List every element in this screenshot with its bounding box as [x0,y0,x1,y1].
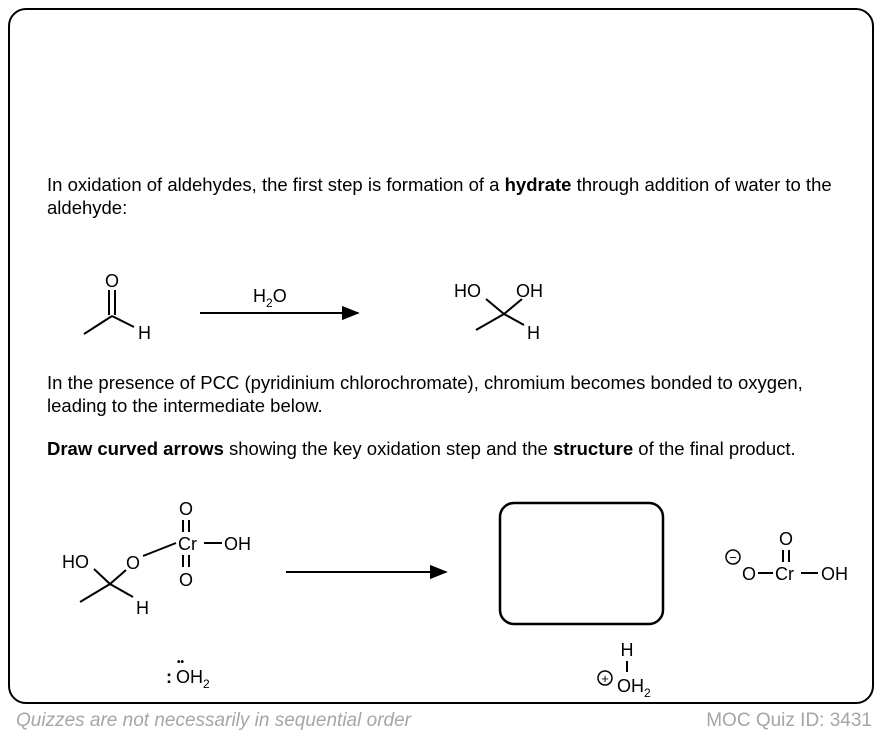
chromite-oh-label: OH [821,564,848,584]
footer-sequence-note: Quizzes are not necessarily in sequential order [16,710,411,731]
hydrate-hydrogen-label: H [527,323,540,343]
hydronium-hydrogen-label: H [620,640,634,660]
ester-oh-label: OH [224,534,251,554]
intro-text-1: In oxidation of aldehydes, the first step is formation of a [47,174,505,195]
question-bold-structure: structure [552,438,634,459]
hydrate-ho-label: HO [454,281,481,301]
water-reagent-label: $H_2O$ [253,286,287,310]
water-oh2-label: $OH_2$ [176,667,210,691]
answer-box[interactable] [500,503,663,624]
intro-bold-hydrate: hydrate [504,174,572,195]
water-nucleophile [166,657,210,691]
minus-charge-sign: − [729,550,737,565]
plus-charge-sign: + [601,671,609,686]
chromite-oxygen-label: O [742,564,757,584]
aldehyde-structure [84,271,151,343]
hydronium-oh2-label: $OH_2$ [617,676,651,700]
chromite-top-oxygen-label: O [778,529,794,549]
intro-text-2: through addition of water to the aldehyde: [47,174,832,218]
chromite-chromium-label: Cr [775,564,794,584]
ester-bottom-oxygen-label: O [178,570,194,590]
question-text-2: of the final product. [633,438,796,459]
chromite-ion [726,529,848,584]
pcc-paragraph: In the presence of PCC (pyridinium chlorochromate), chromium becomes bonded to oxygen, leading to the intermediate below. [47,372,803,416]
ester-bridge-oxygen-label: O [126,553,141,573]
ester-chromium-label: Cr [178,534,197,554]
ester-hydrogen-label: H [136,598,149,618]
chromate-ester-intermediate [62,499,251,618]
question-bold-arrows: Draw curved arrows [47,438,224,459]
hydrate-oh-label: OH [516,281,543,301]
ester-top-oxygen-label: O [178,499,194,519]
water-lone-pair-dots: •• [177,657,185,668]
water-lone-pair-colon: : [166,667,172,687]
footer-quiz-id: MOC Quiz ID: 3431 [706,710,872,731]
aldehyde-hydrogen-label: H [138,323,151,343]
hydrate-structure [454,281,543,343]
hydronium-ion [598,640,651,700]
ester-ho-label: HO [62,552,89,572]
aldehyde-oxygen-label: O [104,271,120,291]
question-text-1: showing the key oxidation step and the [223,438,553,459]
